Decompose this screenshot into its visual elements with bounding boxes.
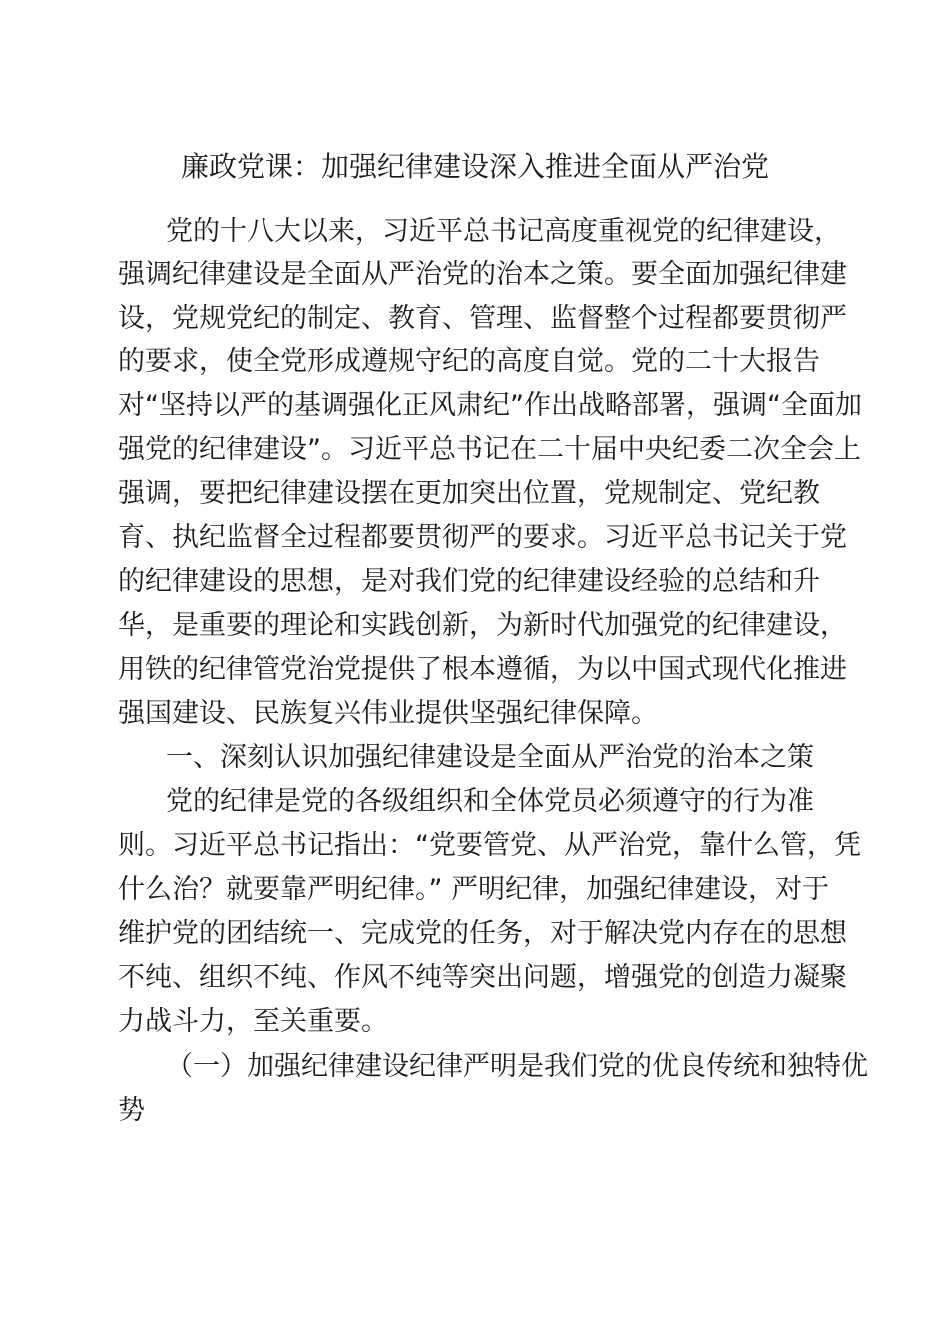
paragraph-line: 强国建设、民族复兴伟业提供坚强纪律保障。 [118,698,658,729]
section-heading: 一、深刻认识加强纪律建设是全面从严治党的治本之策 [166,742,814,773]
paragraph-line: 的要求，使全党形成遵规守纪的高度自觉。党的二十大报告 [118,346,820,377]
paragraph-line: 华，是重要的理论和实践创新，为新时代加强党的纪律建设， [118,610,847,641]
paragraph-line: 力战斗力，至关重要。 [118,1006,388,1037]
paragraph-line: 用铁的纪律管党治党提供了根本遵循，为以中国式现代化推进 [118,654,847,685]
subsection-heading-continued: 势 [118,1095,145,1126]
document-title: 廉政党课：加强纪律建设深入推进全面从严治党 [180,150,769,183]
subsection-heading: （一）加强纪律建设纪律严明是我们党的优良传统和独特优 [166,1051,868,1082]
paragraph-line: 设，党规党纪的制定、教育、管理、监督整个过程都要贯彻严 [118,303,847,334]
paragraph-line: 则。习近平总书记指出：“党要管党、从严治党，靠什么管，凭 [118,830,861,861]
paragraph-line: 党的纪律是党的各级组织和全体党员必须遵守的行为准 [166,786,814,817]
paragraph-line: 强调，要把纪律建设摆在更加突出位置，党规制定、党纪教 [118,478,820,509]
paragraph-line: 维护党的团结统一、完成党的任务，对于解决党内存在的思想 [118,918,847,949]
paragraph-line: 对“坚持以严的基调强化正风肃纪”作出战略部署，强调“全面加 [118,390,862,421]
paragraph-line: 党的十八大以来，习近平总书记高度重视党的纪律建设， [166,216,841,247]
paragraph-line: 什么治？就要靠严明纪律。” 严明纪律，加强纪律建设，对于 [118,874,830,905]
paragraph-line: 不纯、组织不纯、作风不纯等突出问题，增强党的创造力凝聚 [118,962,847,993]
paragraph-line: 强党的纪律建设”。习近平总书记在二十届中央纪委二次全会上 [118,434,861,465]
paragraph-line: 育、执纪监督全过程都要贯彻严的要求。习近平总书记关于党 [118,522,847,553]
paragraph-line: 强调纪律建设是全面从严治党的治本之策。要全面加强纪律建 [118,259,847,290]
paragraph-line: 的纪律建设的思想，是对我们党的纪律建设经验的总结和升 [118,566,820,597]
